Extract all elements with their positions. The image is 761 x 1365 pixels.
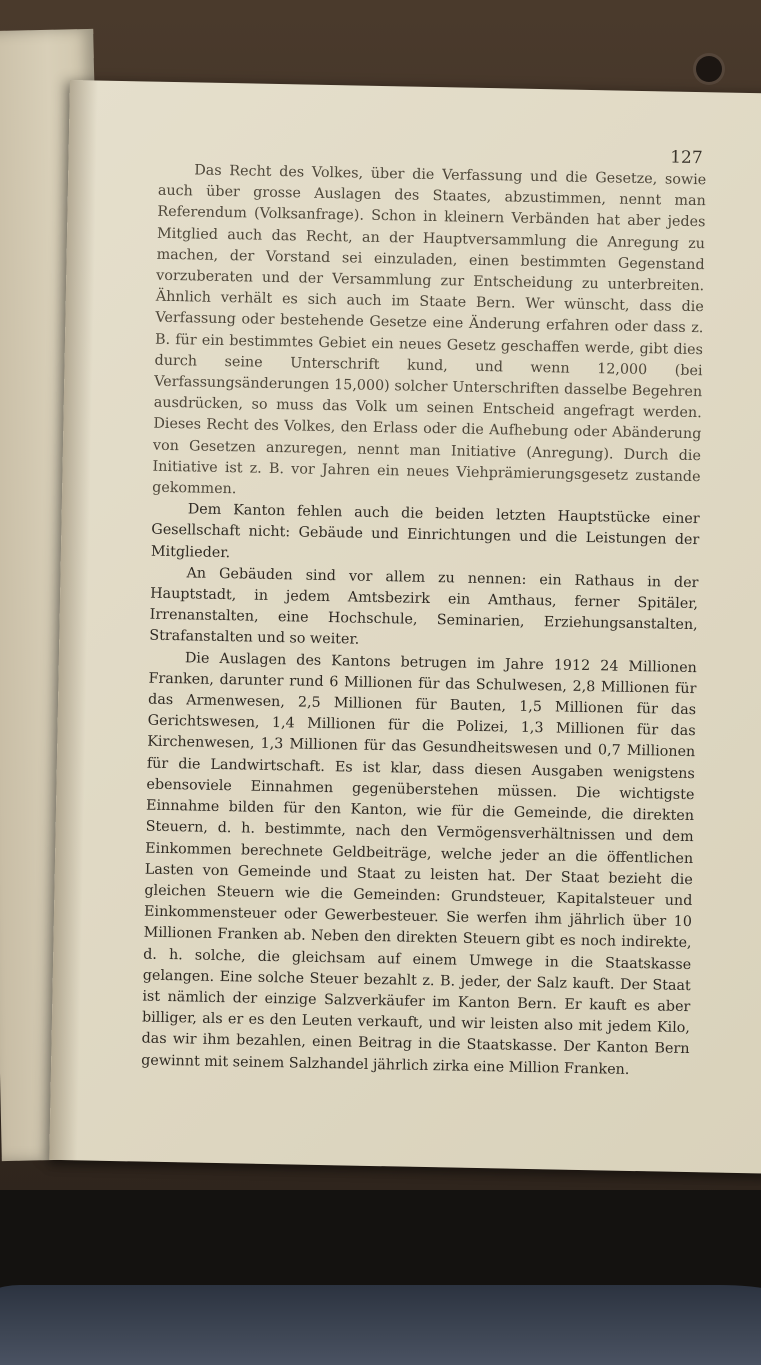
paragraph-hauptstuecke: Dem Kanton fehlen auch die beiden letzten Hauptstücke einer Gesellschaft nicht: Gebäude und Einrichtungen und die Leistungen der Mitglieder. (150, 501, 700, 561)
book-page (49, 80, 761, 1174)
table-knot-hole (696, 56, 722, 82)
paragraph-gebaeude: An Gebäuden sind vor allem zu nennen: ein Rathaus in der Hauptstadt, in jedem Amtsbezirk ein Amthaus, ferner Spitäler, Irrenanstalten, eine Hochschule, Seminarien, Erziehungsanstalten, Strafanstalten und so weiter. (149, 565, 699, 649)
paragraph-referendum-initiative: Das Recht des Volkes, über die Verfassung und die Gesetze, sowie auch über grosse Auslagen des Staates, abzustimmen, nennt man Referendum (Volksanfrage). Schon in kleinern Verbänden hat aber jedes Mitglied auch das Recht, an der Hauptversammlung die Anregung zu machen, der Vorstand sei einzuladen, einen bestimmten Gegenstand vorzuberaten und der Versammlung zur Entscheidung zu unterbreiten. Ähnlich verhält es sich auch im Staate Bern. Wer wünscht, dass die Verfassung oder bestehende Gesetze eine Änderung erfahren oder dass z. B. für ein bestimmtes Gebiet ein neues Gesetz geschaffen werde, gibt dies durch seine Unterschrift kund, und wenn 12,000 (bei Verfassungsänderungen 15,000) solcher Unterschriften dasselbe Begehren ausdrücken, so muss das Volk um seinen Entscheid angefragt werden. Dieses Recht des Volkes, den Erlass oder die Aufhebung oder Abänderung von Gesetzen anzuregen, nennt man Initiative (Anregung). Durch die Initiative ist z. B. vor Jahren ein neues Viehprämierungsgesetz zustande gekommen. (152, 162, 707, 498)
paragraph-auslagen-steuern: Die Auslagen des Kantons betrugen im Jahre 1912 24 Millionen Franken, darunter rund 6 Millionen für das Schulwesen, 2,8 Millionen für das Armenwesen, 2,5 Millionen für Bauten, 1,5 Millionen für das Gerichtswesen, 1,4 Millionen für die Polizei, 1,3 Millionen für das Kirchenwesen, 1,3 Millionen für das Gesundheitswesen und 0,7 Millionen für die Landwirtschaft. Es ist klar, dass diesen Ausgaben wenigstens ebensoviele Einnahmen gegenüberstehen müssen. Die wichtigste Einnahme bilden für den Kanton, wie für die Gemeinde, die direkten Steuern, d. h. bestimmte, nach den Vermögensverhältnissen und dem Einkommen berechnete Geldbeiträge, welche jeder an die öffentlichen Lasten von Gemeinde und Staat zu leisten hat. Der Staat bezieht die gleichen Steuern wie die Gemeinden: Grundsteuer, Kapitalsteuer und Einkommensteuer oder Gewerbesteuer. Sie werfen ihm jährlich über 10 Millionen Franken ab. Neben den direkten Steuern gibt es noch indirekte, d. h. solche, die gleichsam auf einem Umwege in die Staatskasse gelangen. Eine solche Steuer bezahlt z. B. jeder, der Salz kauft. Der Staat ist nämlich der einzige Salzverkäufer im Kanton Bern. Er kauft es aber billiger, als er es den Leuten verkauft, und wir leisten also mit jedem Kilo, das wir ihm bezahlen, einen Beitrag in die Staatskasse. Der Kanton Bern gewinnt mit seinem Salzhandel jährlich zirka eine Million Franken. (141, 649, 697, 1078)
blue-cloth (0, 1285, 761, 1365)
page-number: 127 (669, 147, 703, 169)
page-text (141, 160, 706, 1082)
